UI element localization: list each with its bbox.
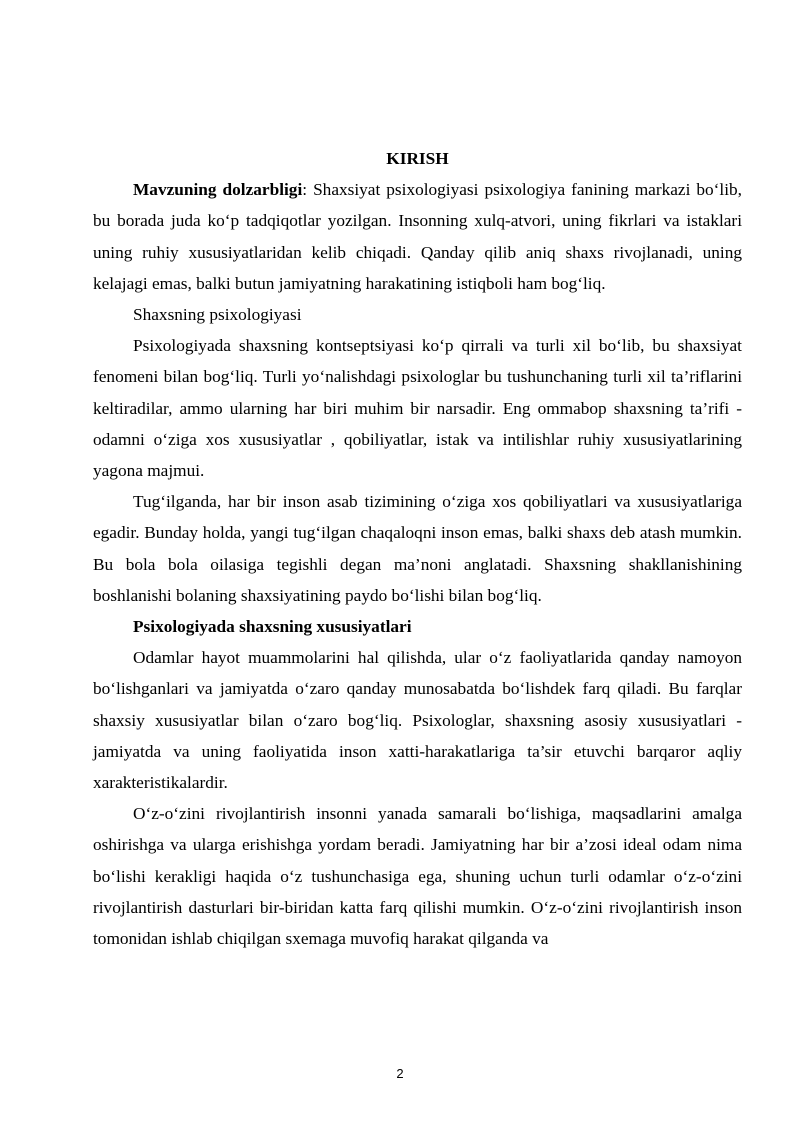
- page-number: 2: [396, 1066, 404, 1081]
- document-page: [93, 143, 742, 954]
- paragraph-differences: Odamlar hayot muammolarini hal qilishda, ular o‘z faoliyatlarida qanday namoyon bo‘lishganlari va jamiyatda o‘zaro qanday munosabatda bo‘lishdek farq qiladi. Bu farqlar shaxsiy xususiyatlar bilan o‘zaro bog‘liq. Psixologlar, shaxsning asosiy xususiyatlari - jamiyatda va uning faoliyatida inson xatti-harakatlariga ta’sir etuvchi barqaror aqliy xarakteristikalardir.: [93, 648, 742, 793]
- section-title-xususiyatlari: Psixologiyada shaxsning xususiyatlari: [133, 617, 412, 637]
- document-title: KIRISH: [386, 149, 449, 168]
- paragraph-self-development: O‘z-o‘zini rivojlantirish insonni yanada samarali bo‘lishiga, maqsadlarini amalga oshirishga va ularga erishishga yordam beradi. Jamiyatning har bir a’zosi ideal odam nima bo‘lishi kerakligi haqida o‘z tushunchasiga ega, shuning uchun turli odamlar o‘z-o‘zini rivojlantirish dasturlari bir-biridan katta farq qilishi mumkin. O‘z-o‘zini rivojlantirish inson tomonidan ishlab chiqilgan sxemaga muvofiq harakat qilganda va: [93, 804, 742, 949]
- paragraph-birth: Tug‘ilganda, har bir inson asab tizimining o‘ziga xos qobiliyatlari va xususiyatlariga egadir. Bunday holda, yangi tug‘ilgan chaqaloqni inson emas, balki shaxs deb atash mumkin. Bu bola bola oilasiga tegishli degan ma’noni anglatadi. Shaxsning shakllanishining boshlanishi bolaning shaxsiyatining paydo bo‘lishi bilan bog‘liq.: [93, 492, 742, 605]
- intro-text: : Shaxsiyat psixologiyasi psixologiya fanining markazi bo‘lib, bu borada juda ko‘p tadqiqotlar yozilgan. Insonning xulq-atvori, uning fikrlari va istaklari uning ruhiy xususiyatlaridan kelib chiqadi. Qanday qilib aniq shaxs rivojlanadi, uning kelajagi emas, balki butun jamiyatning harakatining istiqboli ham bog‘liq.: [93, 180, 742, 293]
- intro-paragraph: [93, 174, 742, 299]
- intro-lead: Mavzuning dolzarbligi: [133, 180, 303, 200]
- paragraph-concept: Psixologiyada shaxsning kontseptsiyasi ko‘p qirrali va turli xil bo‘lib, bu shaxsiyat fenomeni bilan bog‘liq. Turli yo‘nalishdagi psixologlar bu tushunchaning turli xil ta’riflarini keltiradilar, ammo ularning har biri muhim bir narsadir. Eng ommabop shaxsning ta’rifi - odamni o‘ziga xos xususiyatlar , qobiliyatlar, istak va intilishlar ruhiy xususiyatlarining yagona majmui.: [93, 336, 742, 481]
- section-title-shaxsning-psixologiyasi: Shaxsning psixologiyasi: [133, 305, 302, 325]
